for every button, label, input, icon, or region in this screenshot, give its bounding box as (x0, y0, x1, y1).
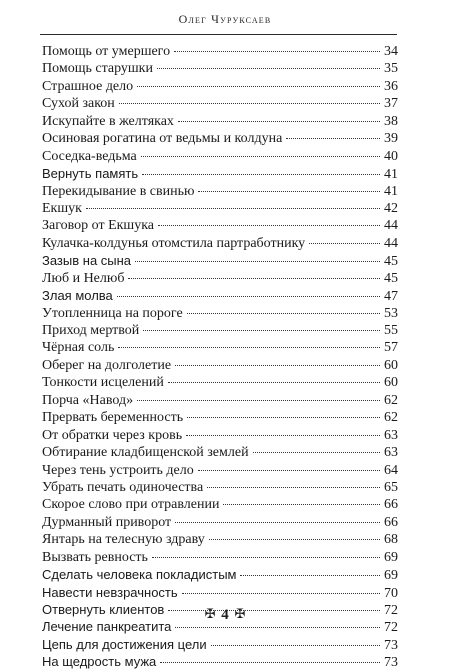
dot-leader (309, 243, 380, 244)
toc-entry-page: 60 (384, 375, 398, 391)
dot-leader (117, 296, 380, 297)
toc-entry-page: 47 (384, 289, 398, 305)
toc-entry (42, 636, 398, 653)
toc-entry-page: 45 (384, 270, 398, 286)
toc-entry (42, 78, 398, 95)
toc-entry-page: 40 (384, 148, 398, 164)
toc-entry-page: 44 (384, 235, 398, 251)
toc-entry (42, 549, 398, 566)
toc-entry-page: 70 (384, 585, 398, 601)
dot-leader (211, 645, 380, 646)
toc-entry-title: Лечение панкреатита (42, 619, 172, 635)
toc-entry (42, 584, 398, 601)
toc-entry-title: Янтарь на телесную здраву (42, 532, 205, 548)
dot-leader (86, 208, 380, 209)
running-head-author: Олег Чуруксаев (178, 12, 272, 26)
toc-entry-page: 72 (384, 620, 398, 636)
toc-entry-title: Тонкости исцелений (42, 375, 164, 391)
dot-leader (160, 662, 380, 663)
dot-leader (178, 121, 380, 122)
toc-entry (42, 287, 398, 304)
toc-entry-title: Сухой закон (42, 96, 115, 112)
toc-entry-title: Цепь для достижения цели (42, 636, 207, 652)
toc-entry-title: Люб и Нелюб (42, 270, 125, 286)
toc-entry (42, 252, 398, 269)
toc-entry-title: Зазыв на сына (42, 253, 132, 269)
toc-entry-title: Соседка-ведьма (42, 148, 137, 164)
ornament-left-icon: ✠ (204, 606, 216, 621)
toc-entry-title: Искупайте в желтяках (42, 113, 174, 129)
dot-leader (240, 575, 380, 576)
toc-entry-title: Злая молва (42, 288, 113, 304)
dot-leader (175, 522, 380, 523)
toc-entry-page: 38 (384, 113, 398, 129)
dot-leader (128, 278, 380, 279)
toc-entry-page: 60 (384, 357, 398, 373)
dot-leader (158, 225, 380, 226)
toc-entry-page: 41 (384, 167, 398, 183)
toc-entry-page: 37 (384, 96, 398, 112)
dot-leader (198, 470, 380, 471)
dot-leader (187, 417, 380, 418)
toc-entry-title: Заговор от Екшука (42, 218, 155, 234)
toc-entry-title: Дурманный приворот (42, 514, 172, 530)
toc-entry-title: Через тень устроить дело (42, 462, 194, 478)
toc-entry-page: 42 (384, 200, 398, 216)
toc-entry (42, 217, 398, 234)
toc-entry-page: 69 (384, 568, 398, 584)
dot-leader (168, 382, 380, 383)
toc-entry (42, 392, 398, 409)
toc-entry (42, 43, 398, 60)
toc-entry-title: Навести невзрачность (42, 584, 178, 600)
dot-leader (175, 365, 380, 366)
toc-entry-title: Страшное дело (42, 78, 134, 94)
toc-entry (42, 566, 398, 583)
toc-entry-title: От обратки через кровь (42, 427, 183, 443)
toc-entry (42, 462, 398, 479)
toc-entry (42, 130, 398, 147)
toc-entry-title: Утопленница на пороге (42, 305, 183, 321)
toc-entry-title: Порча «Навод» (42, 392, 134, 408)
toc-entry-page: 68 (384, 532, 398, 548)
toc-entry-title: Кулачка-колдунья отомстила партработнику (42, 235, 306, 251)
toc-entry (42, 653, 398, 670)
toc-entry-title: Вызвать ревность (42, 549, 148, 565)
toc-entry-page: 73 (384, 637, 398, 653)
dot-leader (137, 86, 380, 87)
toc-entry-page: 41 (384, 183, 398, 199)
dot-leader (119, 103, 380, 104)
dot-leader (207, 487, 380, 488)
dot-leader (152, 557, 380, 558)
dot-leader (157, 68, 380, 69)
toc-entry-title: Обтирание кладбищенской землей (42, 445, 249, 461)
toc-entry-title: Осиновая рогатина от ведьмы и колдуна (42, 131, 283, 147)
dot-leader (141, 156, 380, 157)
toc-entry (42, 374, 398, 391)
toc-entry (42, 427, 398, 444)
dot-leader (142, 174, 380, 175)
toc-entry-page: 34 (384, 44, 398, 59)
toc-entry (42, 444, 398, 461)
toc-entry-page: 69 (384, 549, 398, 565)
toc-entry-title: На щедрость мужа (42, 654, 157, 670)
dot-leader (175, 627, 380, 628)
toc-entry-page: 36 (384, 78, 398, 94)
toc-entry (42, 409, 398, 426)
toc-entry-title: Сделать человека покладистым (42, 567, 237, 583)
dot-leader (286, 138, 380, 139)
toc-entry (42, 60, 398, 77)
toc-entry (42, 322, 398, 339)
toc-entry-page: 45 (384, 254, 398, 270)
toc-entry-page: 66 (384, 514, 398, 530)
toc-entry-page: 35 (384, 61, 398, 77)
toc-entry-page: 72 (384, 603, 398, 618)
dot-leader (174, 51, 380, 52)
dot-leader (137, 400, 380, 401)
dot-leader (118, 347, 380, 348)
toc-entry (42, 357, 398, 374)
page-folio (0, 606, 450, 624)
toc-entry-title: Чёрная соль (42, 340, 115, 356)
dot-leader (186, 435, 380, 436)
toc-entry (42, 183, 398, 200)
dot-leader (182, 593, 380, 594)
toc-entry-title: Помощь старушки (42, 61, 153, 77)
toc-entry-title: Екшук (42, 200, 82, 216)
table-of-contents (42, 43, 398, 671)
toc-entry-page: 57 (384, 340, 398, 356)
toc-entry-page: 55 (384, 323, 398, 338)
toc-entry-page: 62 (384, 392, 398, 408)
dot-leader (135, 261, 380, 262)
toc-entry (42, 305, 398, 322)
toc-entry-page: 66 (384, 497, 398, 513)
ornament-right-icon: ✠ (234, 606, 246, 621)
toc-entry (42, 148, 398, 165)
toc-entry (42, 531, 398, 548)
dot-leader (187, 313, 380, 314)
toc-entry-title: Оберег на долголетие (42, 357, 172, 373)
toc-entry (42, 95, 398, 112)
page-number: 4 (221, 607, 229, 623)
toc-entry (42, 479, 398, 496)
toc-entry-title: Вернуть память (42, 166, 139, 182)
dot-leader (253, 452, 380, 453)
toc-entry-page: 44 (384, 218, 398, 234)
toc-entry (42, 200, 398, 217)
toc-entry-page: 62 (384, 410, 398, 426)
toc-entry (42, 496, 398, 513)
dot-leader (198, 191, 380, 192)
toc-entry-page: 53 (384, 305, 398, 321)
toc-entry-title: Перекидывание в свинью (42, 183, 195, 199)
toc-entry-page: 63 (384, 445, 398, 461)
toc-entry-title: Прервать беременность (42, 410, 184, 426)
toc-entry-title: Отвернуть клиентов (42, 602, 165, 617)
toc-entry (42, 339, 398, 356)
toc-entry-page: 73 (384, 655, 398, 671)
dot-leader (143, 330, 380, 331)
toc-entry-page: 64 (384, 462, 398, 478)
toc-entry (42, 235, 398, 252)
header-rule (40, 34, 397, 35)
toc-entry-page: 65 (384, 479, 398, 495)
toc-entry-page: 63 (384, 427, 398, 443)
toc-entry-title: Убрать печать одиночества (42, 479, 204, 495)
toc-entry (42, 113, 398, 130)
toc-entry (42, 270, 398, 287)
toc-entry-title: Приход мертвой (42, 323, 140, 338)
dot-leader (209, 539, 380, 540)
toc-entry (42, 165, 398, 182)
dot-leader (223, 504, 380, 505)
toc-entry (42, 514, 398, 531)
toc-entry-title: Помощь от умершего (42, 44, 171, 59)
toc-entry-title: Скорое слово при отравлении (42, 497, 220, 513)
toc-entry-page: 39 (384, 131, 398, 147)
